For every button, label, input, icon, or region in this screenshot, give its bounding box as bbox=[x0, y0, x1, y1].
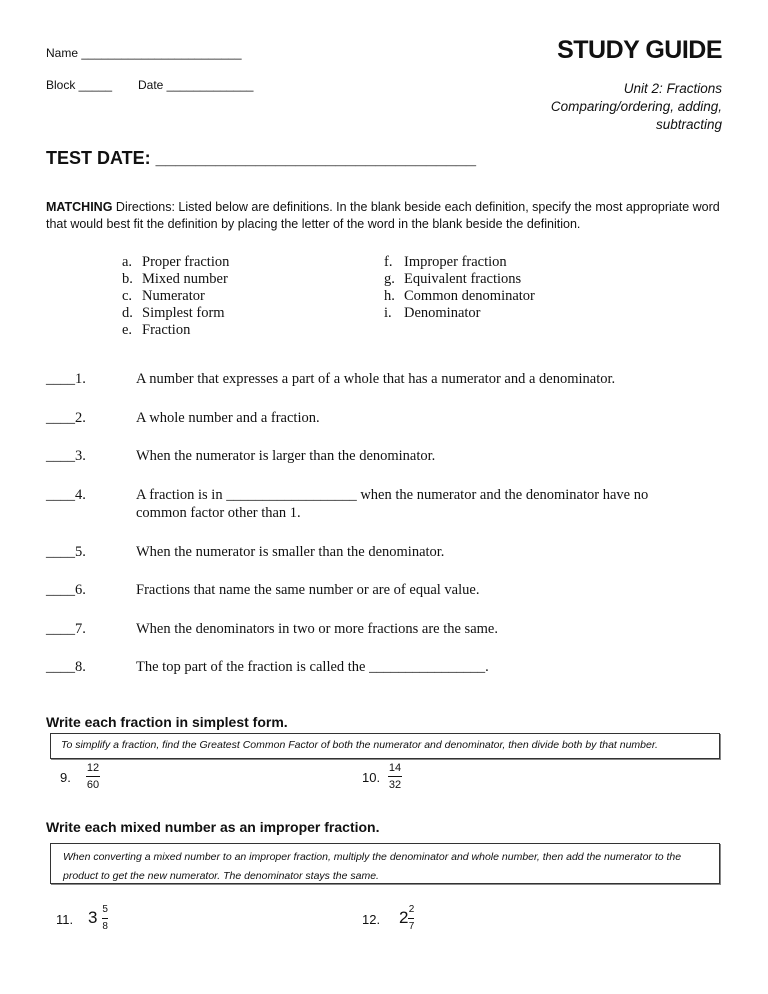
word-bank-left bbox=[122, 254, 229, 339]
denominator: 60 bbox=[86, 779, 100, 791]
item-word: Simplest form bbox=[142, 305, 225, 321]
answer-blank[interactable]: ____6. bbox=[46, 582, 86, 598]
word-bank-item bbox=[122, 254, 229, 271]
hint-box: To simplify a fraction, find the Greatest Common Factor of both the numerator and denominator, then divide both by that number. bbox=[50, 733, 720, 759]
whole-number: 3 bbox=[88, 907, 98, 927]
directions-label: MATCHING bbox=[46, 200, 113, 214]
problem-number: 11. bbox=[56, 912, 74, 927]
answer-blank[interactable]: ____1. bbox=[46, 371, 86, 387]
answer-blank[interactable]: ____3. bbox=[46, 448, 86, 464]
mixed-number bbox=[88, 904, 108, 933]
answer-blank[interactable]: ____7. bbox=[46, 621, 86, 637]
fraction bbox=[388, 762, 402, 791]
answer-blank[interactable]: ____5. bbox=[46, 544, 86, 560]
question-text: Fractions that name the same number or are of equal value. bbox=[136, 582, 480, 598]
question-text: A number that expresses a part of a whole that has a numerator and a denominator. bbox=[136, 371, 616, 387]
item-letter: c. bbox=[122, 288, 133, 304]
item-word: Equivalent fractions bbox=[404, 271, 522, 287]
word-bank-item bbox=[384, 288, 535, 305]
date-field[interactable]: Date _____________ bbox=[138, 78, 254, 92]
problem-number: 10. bbox=[362, 770, 381, 785]
item-word: Mixed number bbox=[142, 271, 228, 287]
section-heading: Write each fraction in simplest form. bbox=[46, 714, 288, 730]
block-field[interactable]: Block _____ bbox=[46, 78, 113, 92]
question-text: When the numerator is smaller than the denominator. bbox=[136, 544, 445, 560]
question-text: When the denominators in two or more fractions are the same. bbox=[136, 621, 498, 637]
problem-number: 9. bbox=[60, 770, 71, 785]
subtitle-line: subtracting bbox=[655, 117, 722, 132]
numerator: 2 bbox=[408, 904, 415, 915]
denominator: 8 bbox=[102, 921, 108, 932]
answer-blank[interactable]: ____4. bbox=[46, 487, 86, 503]
denominator: 32 bbox=[388, 779, 402, 791]
item-letter: b. bbox=[122, 271, 133, 287]
subtitle-line: Comparing/ordering, adding, bbox=[550, 99, 722, 114]
denominator: 7 bbox=[408, 921, 415, 932]
directions-text: Directions: Listed below are definitions. In the blank beside each definition, specify the most appropriate word that would best fit the definition by placing the letter of the word in the blank beside the definition. bbox=[46, 200, 720, 231]
test-date-field[interactable]: TEST DATE: ________________________________ bbox=[46, 148, 477, 168]
numerator: 12 bbox=[86, 762, 100, 774]
word-bank-item bbox=[384, 254, 535, 271]
question-text: A whole number and a fraction. bbox=[136, 410, 320, 426]
item-letter: h. bbox=[384, 288, 395, 304]
item-word: Proper fraction bbox=[142, 254, 230, 270]
subtitle-line: Unit 2: Fractions bbox=[623, 81, 722, 96]
item-letter: f. bbox=[384, 254, 393, 270]
mixed-number bbox=[399, 904, 414, 933]
answer-blank[interactable]: ____8. bbox=[46, 659, 86, 675]
item-letter: i. bbox=[384, 305, 392, 321]
word-bank-item bbox=[384, 271, 535, 288]
word-bank-item bbox=[384, 305, 535, 322]
word-bank-item bbox=[122, 322, 229, 339]
question-text: The top part of the fraction is called the ________________. bbox=[136, 659, 489, 675]
fraction bbox=[86, 762, 100, 791]
section-heading: Write each mixed number as an improper fraction. bbox=[46, 819, 380, 835]
page-title: STUDY GUIDE bbox=[557, 36, 722, 64]
problem-number: 12. bbox=[362, 912, 381, 927]
word-bank-right bbox=[384, 254, 535, 322]
name-field[interactable]: Name ________________________ bbox=[46, 46, 242, 60]
numerator: 5 bbox=[102, 904, 108, 915]
item-word: Common denominator bbox=[404, 288, 535, 304]
numerator: 14 bbox=[388, 762, 402, 774]
question-text: When the numerator is larger than the denominator. bbox=[136, 448, 436, 464]
question-line: common factor other than 1. bbox=[136, 505, 301, 521]
matching-directions bbox=[46, 199, 736, 233]
whole-number: 2 bbox=[399, 907, 409, 927]
item-letter: e. bbox=[122, 322, 133, 338]
item-letter: g. bbox=[384, 271, 395, 287]
word-bank-item bbox=[122, 288, 229, 305]
item-letter: d. bbox=[122, 305, 133, 321]
question-line: A fraction is in __________________ when the numerator and the denominator have no bbox=[136, 487, 649, 503]
question-text bbox=[136, 486, 648, 522]
word-bank-item bbox=[122, 305, 229, 322]
item-word: Denominator bbox=[404, 305, 481, 321]
item-word: Improper fraction bbox=[404, 254, 507, 270]
unit-subtitle bbox=[551, 80, 722, 134]
word-bank-item bbox=[122, 271, 229, 288]
item-word: Fraction bbox=[142, 322, 191, 338]
hint-box: When converting a mixed number to an improper fraction, multiply the denominator and whole number, then add the numerator to the product to get the new numerator. The denominator stays the same. bbox=[50, 843, 720, 884]
answer-blank[interactable]: ____2. bbox=[46, 410, 86, 426]
item-letter: a. bbox=[122, 254, 133, 270]
item-word: Numerator bbox=[142, 288, 205, 304]
